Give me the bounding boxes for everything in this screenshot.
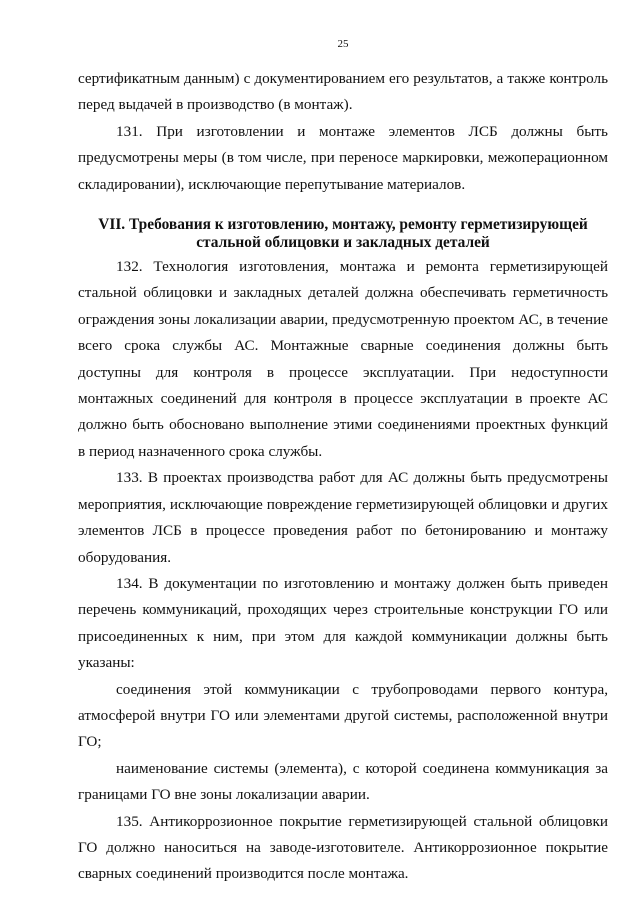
paragraph-135: 135. Антикоррозионное покрытие герметизирующей стальной облицовки ГО должно наноситься на заводе-изготовителе. Антикоррозионное покрытие сварных соединений производится после монтажа.: [78, 812, 608, 883]
page-number: 25: [337, 38, 349, 50]
paragraph-131: 131. При изготовлении и монтаже элементов ЛСБ должны быть предусмотрены меры (в том числе, при переносе маркировки, межоперационном складировании), исключающие перепутывание материалов.: [78, 122, 608, 193]
paragraph-134: 134. В документации по изготовлению и монтажу должен быть приведен перечень коммуникаций, проходящих через строительные конструкции ГО или присоединенных к ним, при этом для каждой коммуникации должны быть указаны:: [78, 574, 608, 672]
paragraph-132: 132. Технология изготовления, монтажа и ремонта герметизирующей стальной облицовки и закладных деталей должна обеспечивать герметичность ограждения зоны локализации аварии, предусмотренную проектом АС, в течение всего срока службы АС. Монтажные сварные соединения должны быть доступны для контроля в процессе эксплуатации. При недоступности монтажных соединений для контроля в процессе эксплуатации в проекте АС должно быть обосновано выполнение этими соединениями проектных функций в период назначенного срока службы.: [78, 258, 608, 460]
section-heading-line-1: VII. Требования к изготовлению, монтажу, ремонту герметизирующей: [98, 216, 588, 234]
list-item-connections: соединения этой коммуникации с трубопроводами первого контура, атмосферой внутри ГО или элементами другой системы, расположенной внутри ГО;: [78, 680, 608, 751]
section-heading: [78, 216, 608, 252]
section-heading-line-2: стальной облицовки и закладных деталей: [196, 234, 490, 252]
paragraph-133: 133. В проектах производства работ для АС должны быть предусмотрены мероприятия, исключающие повреждение герметизирующей облицовки и других элементов ЛСБ в процессе проведения работ по бетонированию и монтажу оборудования.: [78, 469, 608, 566]
paragraph-continuation: сертификатным данным) с документированием его результатов, а также контроль перед выдачей в производство (в монтаж).: [78, 70, 608, 114]
list-item-system-name: наименование системы (элемента), с которой соединена коммуникация за границами ГО вне зоны локализации аварии.: [78, 759, 608, 804]
